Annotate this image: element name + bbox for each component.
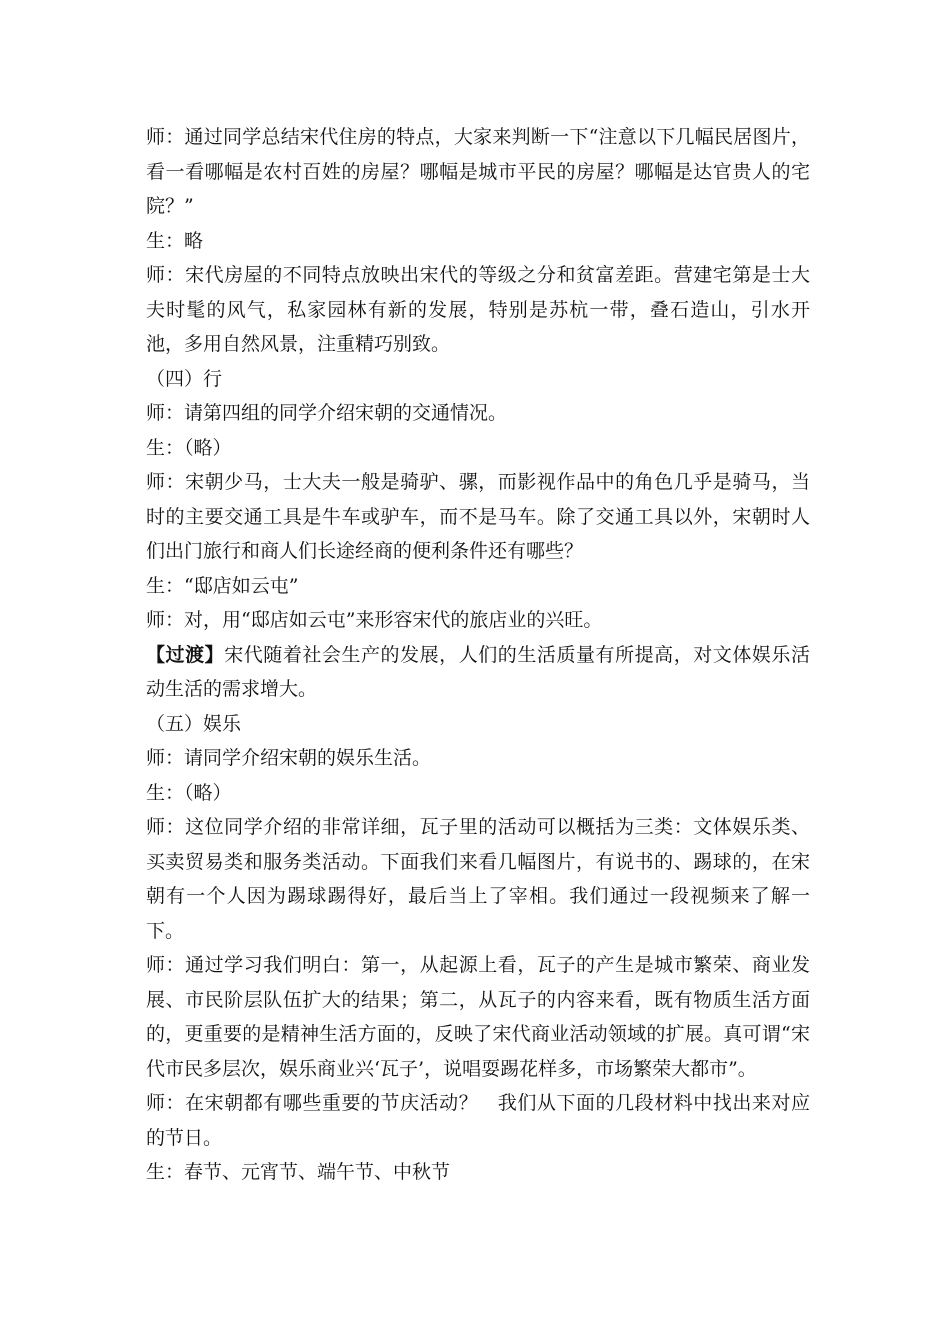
section-heading-travel: （四）行 bbox=[146, 367, 223, 390]
paragraph-student-reply: 生：略 bbox=[146, 229, 204, 252]
paragraph-student-festivals: 生：春节、元宵节、端午节、中秋节 bbox=[146, 1161, 451, 1183]
paragraph-teacher-housing-summary: 师：宋代房屋的不同特点放映出宋代的等级之分和贫富差距。营建宅第是士大夫时髦的风气，私家园林有新的发展，特别是苏杭一带，叠石造山，引水开池，多用自然风景，注重精巧别致。 bbox=[146, 264, 810, 355]
paragraph-teacher-entertainment-prompt: 师：请同学介绍宋朝的娱乐生活。 bbox=[146, 747, 432, 769]
section-heading-entertainment: （五）娱乐 bbox=[146, 712, 242, 735]
paragraph-teacher-festivals: 师：在宋朝都有哪些重要的节庆活动？ 我们从下面的几段材料中找出来对应的节日。 bbox=[146, 1092, 810, 1149]
paragraph-student-reply: 生：（略） bbox=[146, 436, 232, 459]
paragraph-student-reply: 生：（略） bbox=[146, 781, 232, 804]
paragraph-teacher-inns: 师：对，用“邸店如云屯”来形容宋代的旅店业的兴旺。 bbox=[146, 609, 603, 631]
paragraph-teacher-wazi: 师：这位同学介绍的非常详细，瓦子里的活动可以概括为三类：文体娱乐类、买卖贸易类和服务类活动。下面我们来看几幅图片，有说书的、踢球的，在宋朝有一个人因为踢球踢得好，最后当上了宰相。我们通过一段视频来了解一下。 bbox=[146, 816, 810, 942]
paragraph-teacher-travel-prompt: 师：请第四组的同学介绍宋朝的交通情况。 bbox=[146, 402, 508, 424]
paragraph-teacher-summary: 师：通过学习我们明白：第一，从起源上看，瓦子的产生是城市繁荣、商业发展、市民阶层队伍扩大的结果；第二，从瓦子的内容来看，既有物质生活方面的，更重要的是精神生活方面的，反映了宋代商业活动领域的扩展。真可谓“宋代市民多层次，娱乐商业兴‘瓦子’，说唱耍踢花样多，市场繁荣大都市”。 bbox=[146, 954, 810, 1080]
paragraph-transition bbox=[146, 638, 810, 707]
document-body bbox=[146, 120, 810, 1190]
paragraph-teacher-transport: 师：宋朝少马，士大夫一般是骑驴、骡，而影视作品中的角色几乎是骑马，当时的主要交通工具是牛车或驴车，而不是马车。除了交通工具以外，宋朝时人们出门旅行和商人们长途经商的便利条件还有哪些？ bbox=[146, 471, 810, 562]
paragraph-student-inns: 生：“邸店如云屯” bbox=[146, 574, 299, 597]
paragraph-teacher-housing: 师：通过同学总结宋代住房的特点，大家来判断一下“注意以下几幅民居图片，看一看哪幅是农村百姓的房屋？哪幅是城市平民的房屋？哪幅是达官贵人的宅院？” bbox=[146, 126, 810, 217]
transition-text: 宋代随着社会生产的发展，人们的生活质量有所提高，对文体娱乐活动生活的需求增大。 bbox=[146, 643, 810, 700]
transition-tag: 【过渡】 bbox=[146, 643, 225, 666]
